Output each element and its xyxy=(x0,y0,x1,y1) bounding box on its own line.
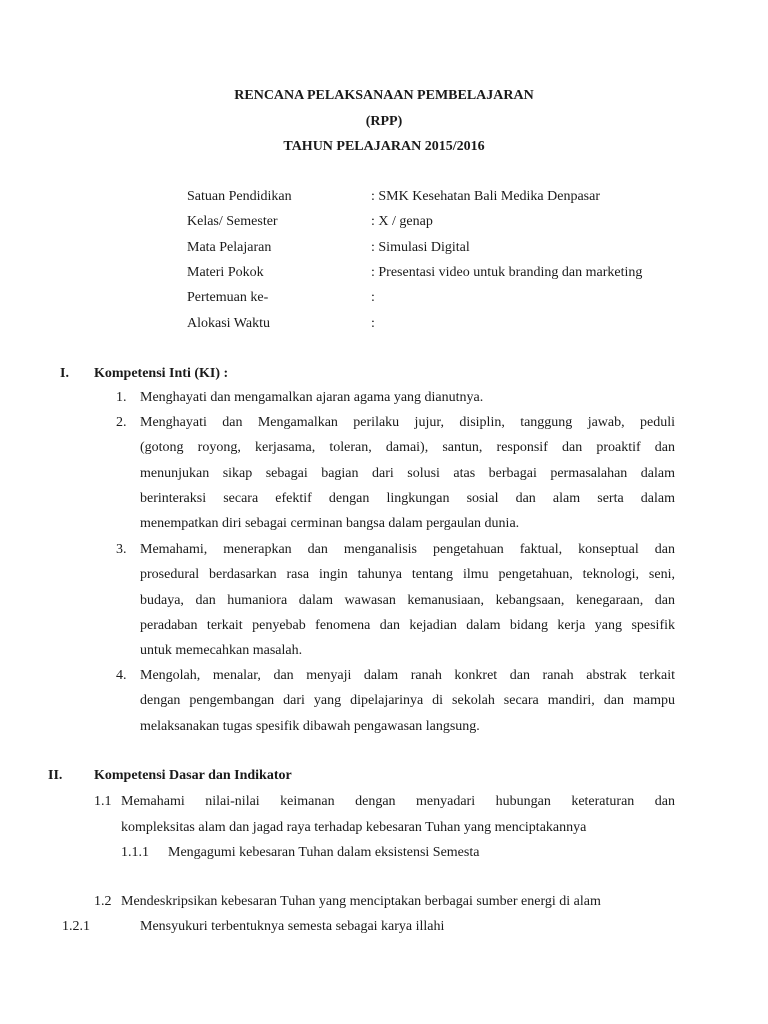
identity-value: : X / genap xyxy=(371,214,433,229)
identity-value: : xyxy=(371,290,375,305)
kd-line: Memahami nilai-nilai keimanan dengan menyadari hubungan keteraturan dan xyxy=(121,794,675,809)
identity-value: : SMK Kesehatan Bali Medika Denpasar xyxy=(371,189,600,204)
list-item-line: prosedural berdasarkan rasa ingin tahunya tentang ilmu pengetahuan, teknologi, seni, xyxy=(140,567,675,582)
kd-number: 1.1 xyxy=(94,794,112,809)
list-item-number: 4. xyxy=(116,668,127,683)
list-item-line: dengan pengembangan dari yang dipelajarinya di sekolah secara mandiri, dan mampu xyxy=(140,693,675,708)
list-item-number: 1. xyxy=(116,390,127,405)
list-item-line: melaksanakan tugas spesifik dibawah pengawasan langsung. xyxy=(140,719,480,734)
identity-label: Pertemuan ke- xyxy=(187,290,269,305)
document-subtitle: (RPP) xyxy=(365,114,403,129)
section-numeral: I. xyxy=(60,366,69,381)
list-item-line: Memahami, menerapkan dan menganalisis pengetahuan faktual, konseptual dan xyxy=(140,542,675,557)
list-item-line: peradaban terkait penyebab fenomena dan kejadian dalam bidang kerja yang spesifik xyxy=(140,618,675,633)
indicator-text: Mensyukuri terbentuknya semesta sebagai karya illahi xyxy=(140,919,445,934)
list-item-line: (gotong royong, kerjasama, toleran, damai), santun, responsif dan proaktif dan xyxy=(140,440,675,455)
list-item-line: Mengolah, menalar, dan menyaji dalam ranah konkret dan ranah abstrak terkait xyxy=(140,668,675,683)
identity-label: Alokasi Waktu xyxy=(187,316,270,331)
kd-number: 1.2 xyxy=(94,894,112,909)
list-item-line: untuk memecahkan masalah. xyxy=(140,643,303,658)
kd-line: kompleksitas alam dan jagad raya terhadap kebesaran Tuhan yang menciptakannya xyxy=(121,820,587,835)
list-item-line: budaya, dan humaniora dalam wawasan kemanusiaan, kebangsaan, kenegaraan, dan xyxy=(140,593,675,608)
identity-value: : xyxy=(371,316,375,331)
indicator-text: Mengagumi kebesaran Tuhan dalam eksistensi Semesta xyxy=(168,845,480,860)
list-item-number: 2. xyxy=(116,415,127,430)
indicator-number: 1.2.1 xyxy=(62,919,90,934)
section-heading: Kompetensi Dasar dan Indikator xyxy=(94,768,292,783)
kd-line: Mendeskripsikan kebesaran Tuhan yang menciptakan berbagai sumber energi di alam xyxy=(121,894,601,909)
list-item-number: 3. xyxy=(116,542,127,557)
identity-label: Kelas/ Semester xyxy=(187,214,278,229)
list-item-line: menempatkan diri sebagai cerminan bangsa dalam pergaulan dunia. xyxy=(140,516,520,531)
list-item-line: Menghayati dan Mengamalkan perilaku jujur, disiplin, tanggung jawab, peduli xyxy=(140,415,675,430)
list-item-line: menunjukan sikap sebagai bagian dari solusi atas berbagai permasalahan dalam xyxy=(140,466,675,481)
identity-value: : Simulasi Digital xyxy=(371,240,470,255)
academic-year: TAHUN PELAJARAN 2015/2016 xyxy=(283,139,485,154)
list-item-line: berinteraksi secara efektif dengan lingkungan sosial dan alam serta dalam xyxy=(140,491,675,506)
identity-value: : Presentasi video untuk branding dan marketing xyxy=(371,265,643,280)
identity-label: Materi Pokok xyxy=(187,265,264,280)
section-numeral: II. xyxy=(48,768,63,783)
list-item-line: Menghayati dan mengamalkan ajaran agama yang dianutnya. xyxy=(140,390,484,405)
document-title: RENCANA PELAKSANAAN PEMBELAJARAN xyxy=(234,88,534,103)
section-heading: Kompetensi Inti (KI) : xyxy=(94,366,229,381)
indicator-number: 1.1.1 xyxy=(121,845,149,860)
identity-label: Satuan Pendidikan xyxy=(187,189,292,204)
identity-label: Mata Pelajaran xyxy=(187,240,272,255)
